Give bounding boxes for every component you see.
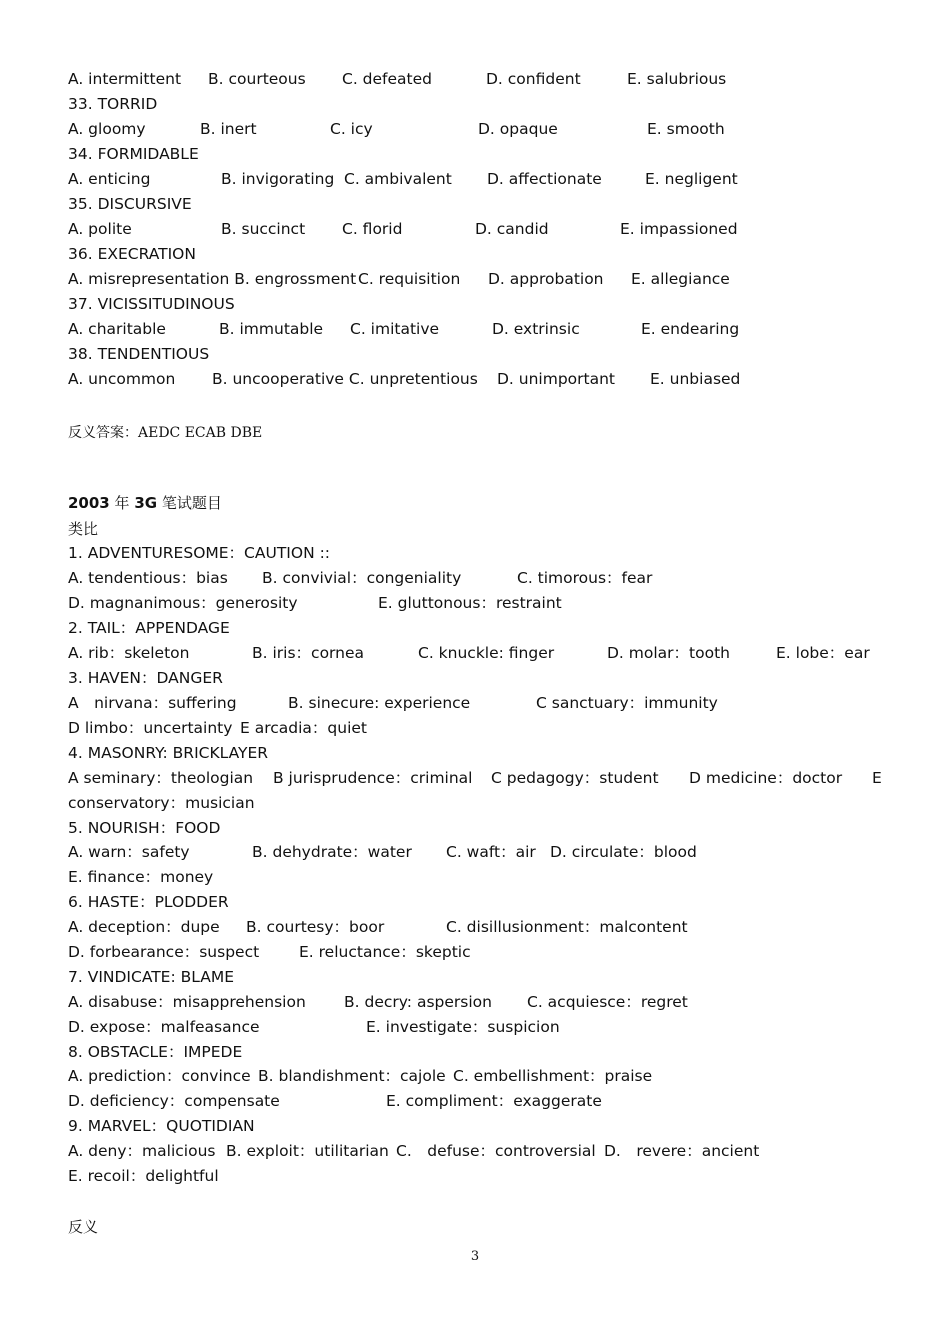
q34-option-d: D. affectionate bbox=[487, 170, 602, 188]
analogy-q6-option-b: B. courtesy：boor bbox=[246, 918, 385, 936]
analogy-q5-option-c: C. waft：air bbox=[446, 843, 536, 861]
q36-stem: 36. EXECRATION bbox=[68, 245, 196, 263]
analogy-q5-option-a: A. warn：safety bbox=[68, 843, 190, 861]
q36-option-ab: A. misrepresentation B. engrossment bbox=[68, 270, 357, 288]
q35-option-c: C. florid bbox=[342, 220, 403, 238]
analogy-q5-option-d: D. circulate：blood bbox=[550, 843, 697, 861]
analogy-q1-option-b: B. convivial：congeniality bbox=[262, 569, 462, 587]
analogy-q5-stem: 5. NOURISH：FOOD bbox=[68, 819, 221, 837]
analogy-q1-option-e: E. gluttonous：restraint bbox=[378, 594, 562, 612]
heading-tag: 3G bbox=[134, 494, 158, 512]
analogy-q9-option-e: E. recoil：delightful bbox=[68, 1167, 219, 1185]
analogy-q3-stem: 3. HAVEN：DANGER bbox=[68, 669, 223, 687]
analogy-q2-option-c: C. knuckle: finger bbox=[418, 644, 555, 662]
analogy-q7-option-c: C. acquiesce：regret bbox=[527, 993, 688, 1011]
analogy-q2-option-d: D. molar：tooth bbox=[607, 644, 730, 662]
analogy-q3-option-d: D limbo：uncertainty bbox=[68, 719, 233, 737]
analogy-q6-option-a: A. deception：dupe bbox=[68, 918, 220, 936]
analogy-q8-option-e: E. compliment：exaggerate bbox=[386, 1092, 602, 1110]
q37-option-a: A. charitable bbox=[68, 320, 166, 338]
analogy-q7-stem: 7. VINDICATE: BLAME bbox=[68, 968, 235, 986]
analogy-q4-option-b: B jurisprudence：criminal bbox=[273, 769, 473, 787]
section-heading bbox=[68, 493, 222, 513]
analogy-q9-option-a: A. deny：malicious bbox=[68, 1142, 216, 1160]
q35-option-d: D. candid bbox=[475, 220, 549, 238]
page-number: 3 bbox=[470, 1249, 480, 1264]
analogy-q7-option-a: A. disabuse：misapprehension bbox=[68, 993, 306, 1011]
q38-option-a: A. uncommon bbox=[68, 370, 176, 388]
analogy-q4-stem: 4. MASONRY: BRICKLAYER bbox=[68, 744, 269, 762]
q37-option-c: C. imitative bbox=[350, 320, 440, 338]
analogy-q9-stem: 9. MARVEL：QUOTIDIAN bbox=[68, 1117, 255, 1135]
analogy-q3-option-e: E arcadia：quiet bbox=[240, 719, 367, 737]
q33-option-d: D. opaque bbox=[478, 120, 558, 138]
analogy-q6-stem: 6. HASTE：PLODDER bbox=[68, 893, 229, 911]
analogy-q9-option-d: D. revere：ancient bbox=[604, 1142, 760, 1160]
heading-nian: 年 bbox=[114, 494, 130, 512]
analogy-q6-option-d: D. forbearance：suspect bbox=[68, 943, 260, 961]
q35-option-a: A. polite bbox=[68, 220, 132, 238]
q33-option-c: C. icy bbox=[330, 120, 373, 138]
analogy-q1-option-a: A. tendentious：bias bbox=[68, 569, 228, 587]
analogy-q9-option-c: C. defuse：controversial bbox=[396, 1142, 596, 1160]
q36-option-d: D. approbation bbox=[488, 270, 604, 288]
q34-option-c: C. ambivalent bbox=[344, 170, 452, 188]
q37-option-e: E. endearing bbox=[641, 320, 740, 338]
analogy-q6-option-e: E. reluctance：skeptic bbox=[299, 943, 471, 961]
q32-option-b: B. courteous bbox=[208, 70, 306, 88]
q38-option-d: D. unimportant bbox=[497, 370, 616, 388]
analogy-q1-option-d: D. magnanimous：generosity bbox=[68, 594, 298, 612]
heading-year: 2003 bbox=[68, 494, 110, 512]
q32-option-c: C. defeated bbox=[342, 70, 432, 88]
antonym-answers: 反义答案：AEDC ECAB DBE bbox=[68, 425, 263, 441]
analogy-q9-option-b: B. exploit：utilitarian bbox=[226, 1142, 389, 1160]
q34-option-b: B. invigorating bbox=[221, 170, 335, 188]
antonym-label: 反义 bbox=[68, 1218, 99, 1236]
analogy-q6-option-c: C. disillusionment：malcontent bbox=[446, 918, 688, 936]
analogy-q4-option-e: conservatory：musician bbox=[68, 794, 255, 812]
q35-option-b: B. succinct bbox=[221, 220, 306, 238]
q32-option-d: D. confident bbox=[486, 70, 581, 88]
analogy-q4-option-a: A seminary：theologian bbox=[68, 769, 254, 787]
analogy-q8-option-c: C. embellishment：praise bbox=[453, 1067, 653, 1085]
q33-option-e: E. smooth bbox=[647, 120, 725, 138]
q38-option-e: E. unbiased bbox=[650, 370, 741, 388]
analogy-q2-option-a: A. rib：skeleton bbox=[68, 644, 190, 662]
q36-option-c: C. requisition bbox=[358, 270, 461, 288]
q37-stem: 37. VICISSITUDINOUS bbox=[68, 295, 235, 313]
analogy-q8-stem: 8. OBSTACLE：IMPEDE bbox=[68, 1043, 243, 1061]
analogy-q5-option-e: E. finance：money bbox=[68, 868, 214, 886]
analogy-q5-option-b: B. dehydrate：water bbox=[252, 843, 412, 861]
q33-option-b: B. inert bbox=[200, 120, 257, 138]
analogy-q7-option-b: B. decry: aspersion bbox=[344, 993, 492, 1011]
analogy-q3-option-a: A nirvana：suffering bbox=[68, 694, 237, 712]
analogy-q2-option-b: B. iris：cornea bbox=[252, 644, 365, 662]
q38-option-bc: B. uncooperative C. unpretentious bbox=[212, 370, 478, 388]
q34-stem: 34. FORMIDABLE bbox=[68, 145, 199, 163]
analogy-q2-option-e: E. lobe：ear bbox=[776, 644, 870, 662]
q32-option-a: A. intermittent bbox=[68, 70, 182, 88]
analogy-q7-option-e: E. investigate：suspicion bbox=[366, 1018, 560, 1036]
q32-option-e: E. salubrious bbox=[627, 70, 727, 88]
analogy-q8-option-a: A. prediction：convince bbox=[68, 1067, 251, 1085]
q37-option-b: B. immutable bbox=[219, 320, 324, 338]
q35-stem: 35. DISCURSIVE bbox=[68, 195, 192, 213]
q34-option-e: E. negligent bbox=[645, 170, 738, 188]
analogy-q3-option-b: B. sinecure: experience bbox=[288, 694, 471, 712]
analogy-q4-option-d: D medicine：doctor bbox=[689, 769, 843, 787]
q37-option-d: D. extrinsic bbox=[492, 320, 580, 338]
analogy-q4-option-c: C pedagogy：student bbox=[491, 769, 659, 787]
q36-option-e: E. allegiance bbox=[631, 270, 730, 288]
q33-stem: 33. TORRID bbox=[68, 95, 158, 113]
analogy-q8-option-d: D. deficiency：compensate bbox=[68, 1092, 280, 1110]
analogy-q1-stem: 1. ADVENTURESOME：CAUTION :: bbox=[68, 544, 331, 562]
analogy-label: 类比 bbox=[68, 520, 99, 538]
analogy-q8-option-b: B. blandishment：cajole bbox=[258, 1067, 446, 1085]
q34-option-a: A. enticing bbox=[68, 170, 151, 188]
analogy-q1-option-c: C. timorous：fear bbox=[517, 569, 653, 587]
analogy-q3-option-c: C sanctuary：immunity bbox=[536, 694, 718, 712]
analogy-q7-option-d: D. expose：malfeasance bbox=[68, 1018, 260, 1036]
analogy-q4-option-e-label: E bbox=[872, 769, 882, 787]
q33-option-a: A. gloomy bbox=[68, 120, 146, 138]
heading-rest: 笔试题目 bbox=[161, 494, 222, 512]
q35-option-e: E. impassioned bbox=[620, 220, 738, 238]
analogy-q2-stem: 2. TAIL：APPENDAGE bbox=[68, 619, 230, 637]
q38-stem: 38. TENDENTIOUS bbox=[68, 345, 210, 363]
